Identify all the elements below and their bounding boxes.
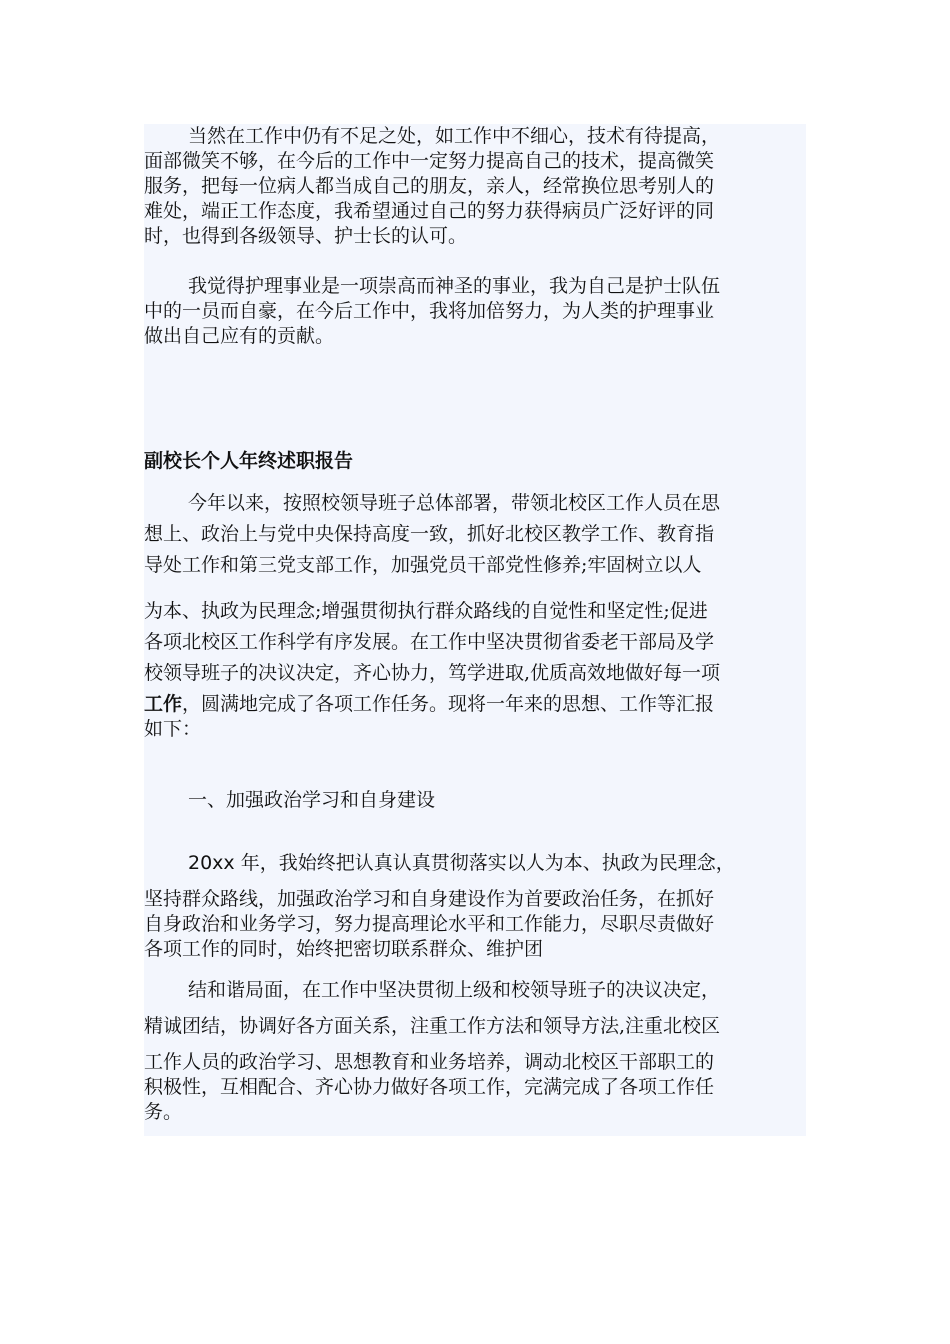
- text-line: 我觉得护理事业是一项崇高而神圣的事业，我为自己是护士队伍: [188, 275, 721, 297]
- text-line: 中的一员而自豪，在今后工作中，我将加倍努力，为人类的护理事业: [144, 300, 715, 322]
- text-line: 各项工作的同时，始终把密切联系群众、维护团: [144, 938, 544, 960]
- paragraph-intro-tail: [144, 717, 806, 742]
- text-line: 今年以来，按照校领导班子总体部署，带领北校区工作人员在思: [188, 492, 721, 514]
- text-line: 导处工作和第三党支部工作，加强党员干部党性修养;牢固树立以人: [144, 554, 702, 576]
- bold-word: 工作: [144, 693, 183, 715]
- text-line: 难处，端正工作态度，我希望通过自己的努力获得病员广泛好评的同: [144, 200, 715, 222]
- text-line: 想上、政治上与党中央保持高度一致，抓好北校区教学工作、教育指: [144, 523, 715, 545]
- text-line: 务。: [144, 1101, 183, 1123]
- year-text: 20xx: [188, 852, 235, 874]
- text-line: 当然在工作中仍有不足之处，如工作中不细心，技术有待提高，: [188, 125, 721, 147]
- text-fragment: 年，我始终把认真认真贯彻落实以人为本、执政为民理念，: [234, 852, 735, 874]
- text-fragment: ，圆满地完成了各项工作任务。现将一年来的思想、工作等汇报: [182, 693, 715, 715]
- report-title: 副校长个人年终述职报告: [144, 450, 354, 472]
- paragraph-intro-continued: [144, 596, 806, 720]
- text-line: 做出自己应有的贡献。: [144, 325, 335, 347]
- text-line: 如下：: [144, 718, 202, 740]
- text-line: 坚持群众路线，加强政治学习和自身建设作为首要政治任务，在抓好: [144, 888, 715, 910]
- text-line: 工作人员的政治学习、思想教育和业务培养，调动北校区干部职工的: [144, 1051, 715, 1073]
- text-line: 各项北校区工作科学有序发展。在工作中坚决贯彻省委老干部局及学: [144, 631, 715, 653]
- text-line: 自身政治和业务学习，努力提高理论水平和工作能力，尽职尽责做好: [144, 913, 715, 935]
- text-line: 精诚团结，协调好各方面关系，注重工作方法和领导方法,注重北校区: [144, 1015, 721, 1037]
- paragraph-intro: [144, 488, 806, 581]
- text-line: 为本、执政为民理念;增强贯彻执行群众路线的自觉性和坚定性;促进: [144, 600, 708, 622]
- paragraph-nursing-career: [144, 274, 806, 349]
- text-line: 结和谐局面，在工作中坚决贯彻上级和校领导班子的决议决定，: [188, 979, 721, 1001]
- paragraph-political-study: [144, 851, 806, 876]
- text-line: 服务，把每一位病人都当成自己的朋友，亲人，经常换位思考别人的: [144, 175, 715, 197]
- document-page: [144, 124, 806, 1136]
- text-line: 校领导班子的决议决定，齐心协力，笃学进取,优质高效地做好每一项: [144, 662, 721, 684]
- text-line: 面部微笑不够，在今后的工作中一定努力提高自己的技术，提高微笑: [144, 150, 715, 172]
- section-title: 一、加强政治学习和自身建设: [188, 789, 436, 811]
- text-line: [144, 851, 806, 876]
- text-line: 积极性，互相配合、齐心协力做好各项工作，完满完成了各项工作任: [144, 1076, 715, 1098]
- paragraph-shortcomings: [144, 124, 806, 249]
- paragraph-political-study-continued: [144, 887, 806, 962]
- text-line: [144, 689, 806, 720]
- section-heading-political-study: [144, 788, 806, 813]
- text-line: 时，也得到各级领导、护士长的认可。: [144, 225, 468, 247]
- paragraph-unity: [144, 978, 806, 1125]
